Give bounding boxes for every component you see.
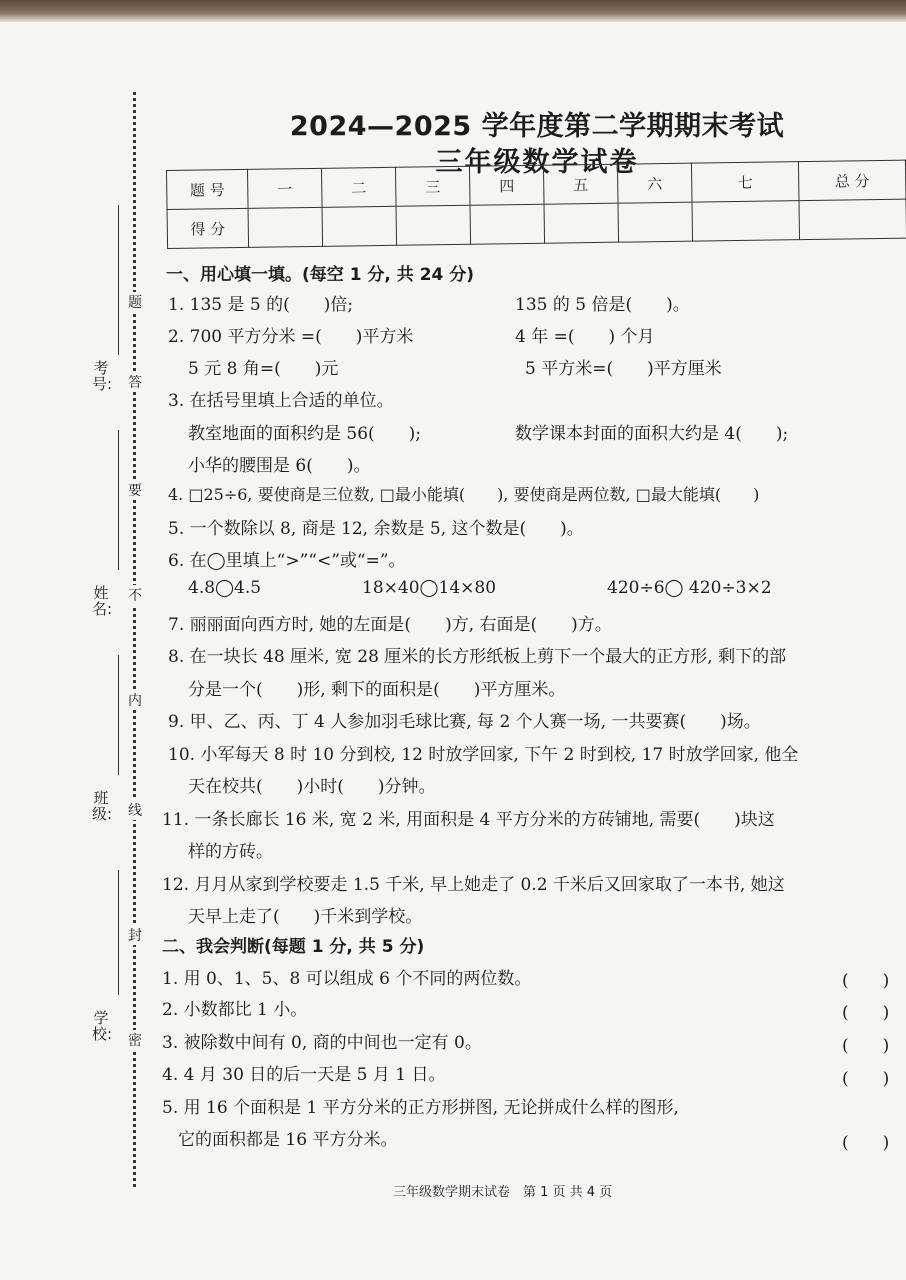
question-text: 数学课本封面的面积大约是 4( ); [515, 424, 789, 444]
label-kaohao: 考号: [92, 359, 113, 393]
score-header-cell: 总 分 [798, 160, 906, 200]
label-school: 学校: [92, 1009, 113, 1043]
question-text: 18×40◯14×80 [362, 578, 497, 598]
exam-title: 2024—2025 学年度第二学期期末考试 [289, 111, 785, 142]
question-text: 6. 在◯里填上“>”“<”或“=”。 [168, 551, 406, 571]
seal-word-da: 答 [127, 372, 143, 392]
question-text: 样的方砖。 [188, 842, 273, 862]
binding-dotted-line [133, 92, 136, 1187]
score-cell[interactable] [396, 205, 471, 245]
seal-word-yao: 要 [127, 480, 143, 500]
exam-subtitle: 三年级数学试卷 [435, 147, 639, 178]
question-text: 4 年 =( ) 个月 [515, 327, 655, 347]
judge-item-text: 4. 4 月 30 日的后一天是 5 月 1 日。 [162, 1065, 446, 1085]
question-text: 天早上走了( )千米到学校。 [188, 907, 423, 927]
question-text: 天在校共( )小时( )分钟。 [188, 777, 436, 797]
judge-item-text: 它的面积都是 16 平方分米。 [178, 1130, 398, 1150]
question-text: 3. 在括号里填上合适的单位。 [168, 391, 394, 411]
seal-word-nei: 内 [127, 690, 143, 710]
question-text: 5 元 8 角=( )元 [188, 359, 339, 379]
score-header-cell: 四 [469, 165, 544, 205]
score-row-label: 得 分 [167, 208, 249, 248]
score-table [166, 160, 906, 249]
label-class: 班级: [92, 789, 113, 823]
judge-answer-bracket[interactable]: ( ) [842, 1036, 890, 1056]
seal-word-mi: 密 [127, 1030, 143, 1050]
question-text: 8. 在一块长 48 厘米, 宽 28 厘米的长方形纸板上剪下一个最大的正方形, 剩下的部 [168, 647, 787, 667]
blank-line-kaohao [118, 205, 119, 355]
section-2-title: 二、我会判断(每题 1 分, 共 5 分) [162, 937, 425, 957]
score-cell[interactable] [618, 202, 693, 242]
score-header-cell: 六 [617, 163, 692, 203]
seal-word-xian: 线 [127, 800, 143, 820]
score-header-cell: 三 [395, 166, 470, 206]
judge-answer-bracket[interactable]: ( ) [842, 1069, 890, 1089]
question-text: 5. 一个数除以 8, 商是 12, 余数是 5, 这个数是( )。 [168, 519, 584, 539]
question-text: 10. 小军每天 8 时 10 分到校, 12 时放学回家, 下午 2 时到校, 17 时放学回家, 他全 [168, 745, 799, 765]
score-cell[interactable] [322, 206, 397, 246]
blank-line-class [118, 655, 119, 775]
judge-item-text: 2. 小数都比 1 小。 [162, 1000, 308, 1020]
score-header-cell: 题 号 [167, 169, 249, 209]
question-text: 135 的 5 倍是( )。 [515, 295, 690, 315]
score-cell[interactable] [544, 203, 619, 243]
judge-answer-bracket[interactable]: ( ) [842, 1003, 890, 1023]
blank-line-name [118, 430, 119, 570]
score-header-cell: 二 [321, 167, 396, 207]
section-1-title: 一、用心填一填。(每空 1 分, 共 24 分) [166, 265, 475, 285]
score-cell[interactable] [470, 204, 545, 244]
question-text: 2. 700 平方分米 =( )平方米 [168, 327, 414, 347]
judge-item-text: 5. 用 16 个面积是 1 平方分米的正方形拼图, 无论拼成什么样的图形, [162, 1098, 679, 1118]
blank-line-school [118, 870, 119, 995]
question-text: 小华的腰围是 6( )。 [188, 456, 371, 476]
score-header-cell: 五 [543, 164, 618, 204]
judge-answer-bracket[interactable]: ( ) [842, 971, 890, 991]
question-text: 分是一个( )形, 剩下的面积是( )平方厘米。 [188, 680, 566, 700]
question-text: 11. 一条长廊长 16 米, 宽 2 米, 用面积是 4 平方分米的方砖铺地, 需要( )块这 [162, 810, 775, 830]
photo-top-edge [0, 0, 906, 22]
score-cell[interactable] [799, 199, 906, 239]
question-text: 4.8◯4.5 [188, 578, 262, 598]
score-cell[interactable] [248, 207, 323, 247]
question-text: 9. 甲、乙、丙、丁 4 人参加羽毛球比赛, 每 2 个人赛一场, 一共要赛( )场。 [168, 712, 761, 732]
score-header-cell: 七 [691, 162, 799, 202]
question-text: 1. 135 是 5 的( )倍; [168, 295, 354, 315]
page-footer: 三年级数学期末试卷 第 1 页 共 4 页 [393, 1185, 613, 1200]
question-text: 4. □25÷6, 要使商是三位数, □最小能填( ), 要使商是两位数, □最大能填( ) [168, 485, 760, 504]
seal-word-bu: 不 [127, 585, 143, 605]
question-text: 5 平方米=( )平方厘米 [525, 359, 722, 379]
question-text: 420÷6◯ 420÷3×2 [607, 578, 772, 598]
score-header-cell: 一 [247, 168, 322, 208]
label-name: 姓名: [92, 584, 113, 618]
judge-answer-bracket[interactable]: ( ) [842, 1133, 890, 1153]
seal-word-ti: 题 [127, 292, 143, 312]
question-text: 教室地面的面积约是 56( ); [188, 424, 422, 444]
judge-item-text: 1. 用 0、1、5、8 可以组成 6 个不同的两位数。 [162, 969, 532, 989]
score-cell[interactable] [692, 201, 800, 241]
judge-item-text: 3. 被除数中间有 0, 商的中间也一定有 0。 [162, 1033, 482, 1053]
seal-word-feng: 封 [127, 925, 143, 945]
question-text: 7. 丽丽面向西方时, 她的左面是( )方, 右面是( )方。 [168, 615, 612, 635]
question-text: 12. 月月从家到学校要走 1.5 千米, 早上她走了 0.2 千米后又回家取了一本书, 她这 [162, 875, 785, 895]
